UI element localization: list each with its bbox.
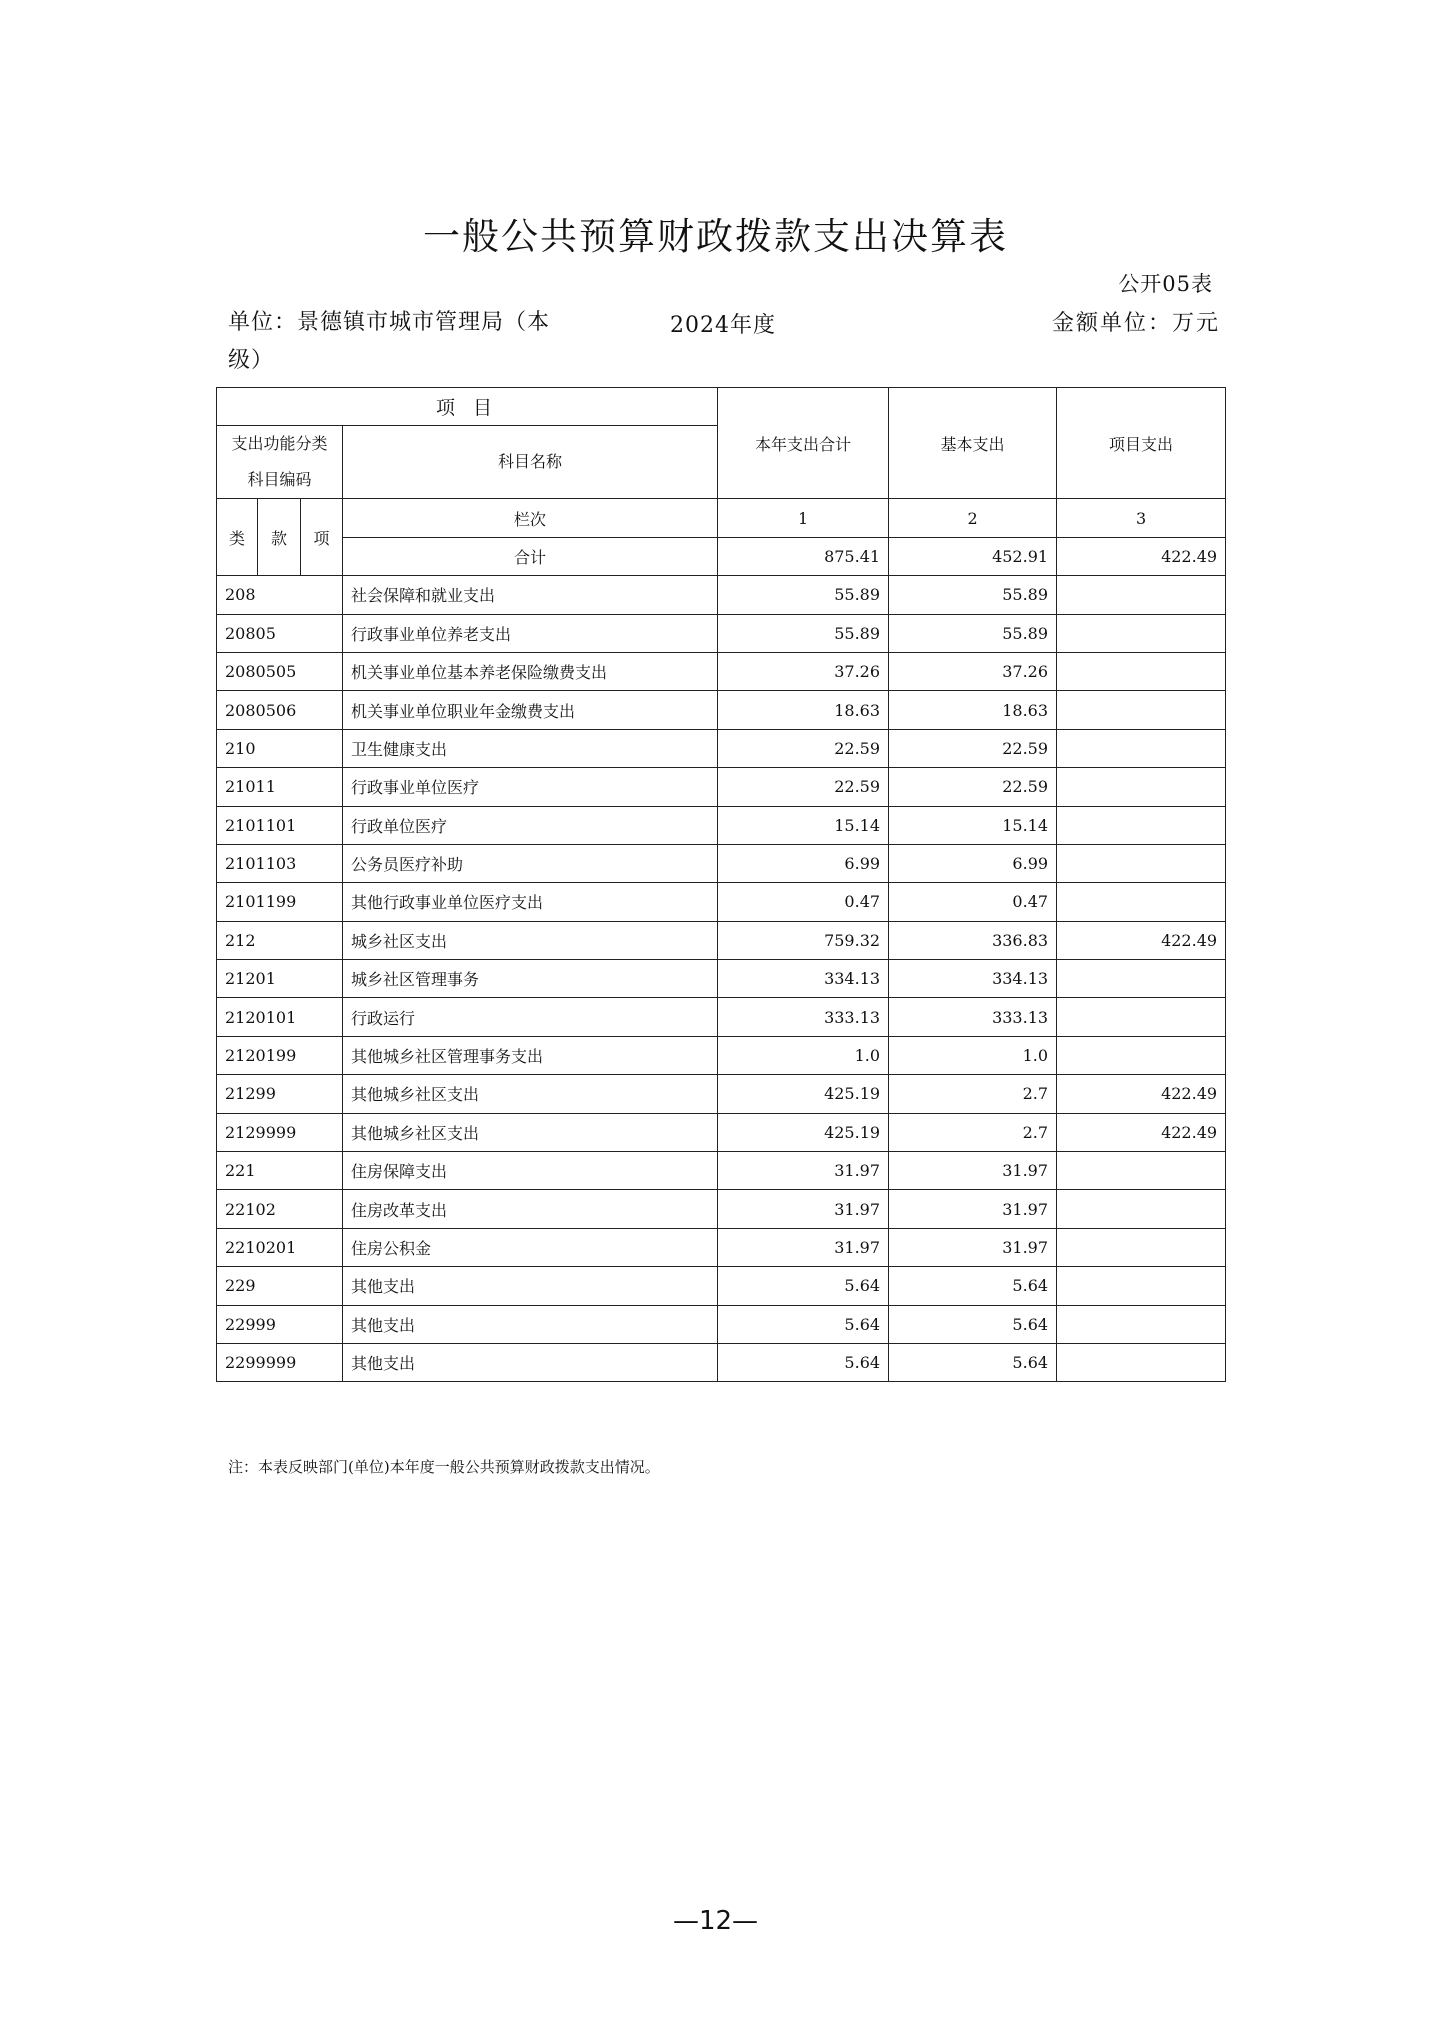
total-label: 合计 [343,537,718,575]
row-project [1057,806,1226,844]
row-name: 其他支出 [343,1267,718,1305]
row-project: 422.49 [1057,1113,1226,1151]
row-code: 2120101 [217,998,343,1036]
row-name: 住房公积金 [343,1228,718,1266]
row-project [1057,960,1226,998]
row-code: 229 [217,1267,343,1305]
row-project [1057,768,1226,806]
row-name: 卫生健康支出 [343,729,718,767]
table-row [217,1343,1226,1381]
row-total: 31.97 [718,1152,889,1190]
row-name: 其他支出 [343,1343,718,1381]
row-name: 住房保障支出 [343,1152,718,1190]
row-basic: 22.59 [889,729,1057,767]
row-name: 行政单位医疗 [343,806,718,844]
row-name: 机关事业单位职业年金缴费支出 [343,691,718,729]
row-code: 2129999 [217,1113,343,1151]
row-code: 221 [217,1152,343,1190]
row-name: 其他城乡社区支出 [343,1075,718,1113]
form-number: 公开05表 [1118,272,1213,296]
total-col3: 422.49 [1057,537,1226,575]
row-project [1057,652,1226,690]
header-name-label: 科目名称 [343,426,718,499]
row-total: 334.13 [718,960,889,998]
row-basic: 15.14 [889,806,1057,844]
row-basic: 5.64 [889,1267,1057,1305]
row-total: 22.59 [718,768,889,806]
row-code: 2101103 [217,844,343,882]
table-row [217,844,1226,882]
total-col1: 875.41 [718,537,889,575]
row-code: 22999 [217,1305,343,1343]
row-name: 其他支出 [343,1305,718,1343]
row-total: 18.63 [718,691,889,729]
budget-table [216,387,1226,1382]
row-basic: 2.7 [889,1075,1057,1113]
row-code: 2101199 [217,883,343,921]
row-project [1057,1036,1226,1074]
row-project: 422.49 [1057,1075,1226,1113]
table-row [217,614,1226,652]
table-row [217,921,1226,959]
row-total: 5.64 [718,1343,889,1381]
header-n1: 1 [718,499,889,537]
row-total: 37.26 [718,652,889,690]
table-row [217,652,1226,690]
row-name: 机关事业单位基本养老保险缴费支出 [343,652,718,690]
money-unit-label: 金额单位：万元 [1051,311,1220,336]
row-code: 2080506 [217,691,343,729]
row-name: 其他行政事业单位医疗支出 [343,883,718,921]
table-row [217,768,1226,806]
row-name: 城乡社区支出 [343,921,718,959]
row-total: 5.64 [718,1267,889,1305]
row-name: 其他城乡社区管理事务支出 [343,1036,718,1074]
header-kuan: 款 [258,499,301,576]
row-basic: 55.89 [889,576,1057,614]
row-project [1057,614,1226,652]
row-total: 22.59 [718,729,889,767]
header-lanci: 栏次 [343,499,718,537]
page-number: —12— [672,1906,759,1936]
row-name: 住房改革支出 [343,1190,718,1228]
row-code: 21011 [217,768,343,806]
row-basic: 31.97 [889,1228,1057,1266]
table-row [217,998,1226,1036]
table-row [217,1267,1226,1305]
header-col1: 本年支出合计 [718,388,889,499]
row-total: 759.32 [718,921,889,959]
total-col2: 452.91 [889,537,1057,575]
row-project [1057,1305,1226,1343]
row-total: 55.89 [718,614,889,652]
row-basic: 6.99 [889,844,1057,882]
row-project [1057,883,1226,921]
row-code: 2080505 [217,652,343,690]
table-row [217,691,1226,729]
row-basic: 336.83 [889,921,1057,959]
header-col3: 项目支出 [1057,388,1226,499]
row-project [1057,844,1226,882]
row-total: 425.19 [718,1075,889,1113]
row-total: 425.19 [718,1113,889,1151]
row-total: 15.14 [718,806,889,844]
header-xiang: 项 [301,499,343,576]
header-project: 项 目 [217,388,718,426]
header-row-3 [217,499,1226,537]
header-col2: 基本支出 [889,388,1057,499]
header-n3: 3 [1057,499,1226,537]
row-basic: 1.0 [889,1036,1057,1074]
row-basic: 22.59 [889,768,1057,806]
table-row [217,729,1226,767]
unit-label: 单位：景德镇市城市管理局（本级） [228,310,551,373]
row-project [1057,1267,1226,1305]
header-code-label-line2: 科目编码 [247,470,312,490]
row-project: 422.49 [1057,921,1226,959]
row-code: 21201 [217,960,343,998]
row-code: 22102 [217,1190,343,1228]
row-basic: 31.97 [889,1152,1057,1190]
row-basic: 2.7 [889,1113,1057,1151]
row-basic: 0.47 [889,883,1057,921]
row-total: 333.13 [718,998,889,1036]
row-code: 21299 [217,1075,343,1113]
row-code: 208 [217,576,343,614]
row-name: 城乡社区管理事务 [343,960,718,998]
table-row [217,1152,1226,1190]
row-project [1057,1190,1226,1228]
row-basic: 31.97 [889,1190,1057,1228]
row-total: 31.97 [718,1228,889,1266]
table-row [217,1036,1226,1074]
table-row [217,883,1226,921]
row-basic: 55.89 [889,614,1057,652]
row-project [1057,729,1226,767]
header-code-label-line1: 支出功能分类 [231,434,328,454]
row-code: 2299999 [217,1343,343,1381]
table-row [217,1228,1226,1266]
header-row-1 [217,388,1226,426]
row-total: 6.99 [718,844,889,882]
row-code: 2210201 [217,1228,343,1266]
row-name: 其他城乡社区支出 [343,1113,718,1151]
table-note: 注：本表反映部门(单位)本年度一般公共预算财政拨款支出情况。 [228,1458,660,1476]
row-code: 210 [217,729,343,767]
page-title: 一般公共预算财政拨款支出决算表 [423,215,1008,258]
row-basic: 37.26 [889,652,1057,690]
row-total: 55.89 [718,576,889,614]
row-project [1057,576,1226,614]
header-n2: 2 [889,499,1057,537]
row-name: 社会保障和就业支出 [343,576,718,614]
row-name: 行政事业单位养老支出 [343,614,718,652]
header-lei: 类 [217,499,258,576]
row-code: 2101101 [217,806,343,844]
table-row [217,960,1226,998]
row-basic: 18.63 [889,691,1057,729]
table-row [217,1305,1226,1343]
row-total: 31.97 [718,1190,889,1228]
year-label: 2024年度 [670,313,776,338]
row-basic: 5.64 [889,1305,1057,1343]
table-row [217,1113,1226,1151]
row-total: 0.47 [718,883,889,921]
row-name: 行政运行 [343,998,718,1036]
row-code: 212 [217,921,343,959]
total-row [217,537,1226,575]
row-project [1057,1152,1226,1190]
row-total: 1.0 [718,1036,889,1074]
row-project [1057,1343,1226,1381]
table-row [217,1075,1226,1113]
row-basic: 333.13 [889,998,1057,1036]
row-basic: 334.13 [889,960,1057,998]
row-total: 5.64 [718,1305,889,1343]
row-project [1057,691,1226,729]
row-project [1057,998,1226,1036]
row-basic: 5.64 [889,1343,1057,1381]
row-project [1057,1228,1226,1266]
header-code-label [217,426,343,499]
row-code: 20805 [217,614,343,652]
table-row [217,1190,1226,1228]
table-row [217,806,1226,844]
row-code: 2120199 [217,1036,343,1074]
row-name: 行政事业单位医疗 [343,768,718,806]
table-row [217,576,1226,614]
row-name: 公务员医疗补助 [343,844,718,882]
